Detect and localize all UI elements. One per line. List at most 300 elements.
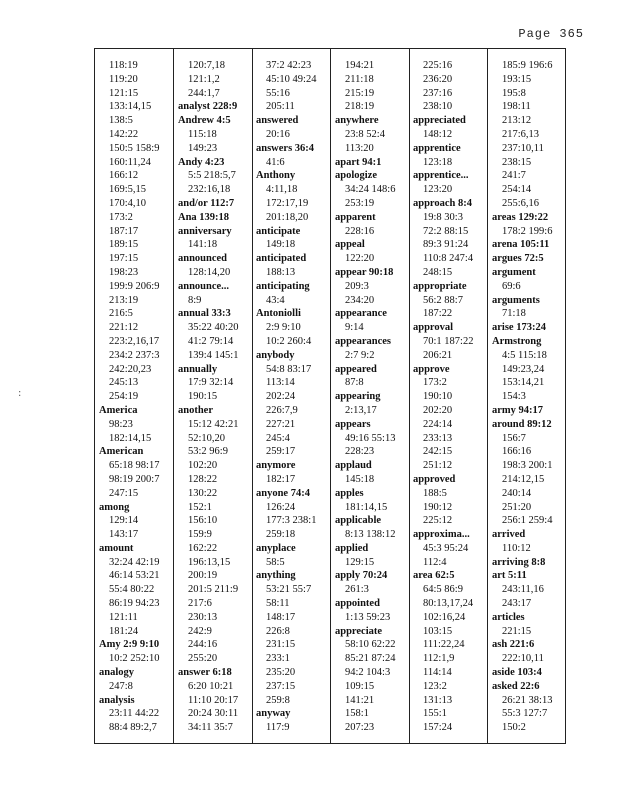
index-term: apart 94:1 (335, 156, 382, 168)
index-reference: 157:24 (423, 722, 453, 734)
index-term: approved (413, 473, 456, 485)
index-reference: 89:3 91:24 (423, 239, 469, 251)
index-reference: 120:7,18 (188, 60, 226, 71)
index-term: apprentice (413, 142, 461, 154)
index-reference: 240:14 (502, 487, 532, 499)
index-term: annually (178, 363, 218, 375)
index-reference: 177:3 238:1 (266, 515, 317, 527)
index-term: apprentice... (413, 170, 469, 182)
index-reference: 41:6 (266, 156, 285, 168)
index-reference: 228:23 (345, 446, 375, 458)
index-reference: 56:2 88:7 (423, 294, 463, 306)
index-term: among (99, 501, 130, 513)
index-reference: 45:3 95:24 (423, 542, 469, 554)
index-reference: 45:10 49:24 (266, 73, 317, 85)
index-term: anymore (256, 460, 296, 472)
index-term: approve (413, 363, 450, 375)
index-reference: 133:14,15 (109, 101, 152, 113)
index-reference: 201:5 211:9 (188, 584, 239, 596)
index-reference: 98:23 (109, 418, 133, 430)
index-reference: 6:20 10:21 (188, 680, 234, 692)
index-reference: 259:8 (266, 694, 290, 706)
index-reference: 188:13 (266, 266, 296, 278)
index-term: analogy (99, 667, 135, 679)
index-reference: 17:9 32:14 (188, 377, 234, 389)
index-reference: 187:22 (423, 308, 453, 320)
index-reference: 128:14,20 (188, 266, 231, 278)
index-reference: 150:2 (502, 722, 526, 734)
index-reference: 231:15 (266, 639, 296, 651)
index-reference: 236:20 (423, 73, 453, 85)
index-reference: 130:22 (188, 487, 218, 499)
index-term: arrived (492, 529, 526, 541)
index-term: analysis (99, 694, 135, 706)
index-reference: 10:2 252:10 (109, 653, 160, 665)
index-reference: 109:15 (345, 680, 375, 692)
index-term: analyst 228:9 (178, 101, 238, 113)
index-reference: 247:8 (109, 680, 133, 692)
index-term: asked 22:6 (492, 680, 540, 692)
index-reference: 215:19 (345, 87, 375, 99)
index-term: approval (413, 322, 454, 334)
index-reference: 222:10,11 (502, 653, 544, 665)
index-reference: 86:19 94:23 (109, 598, 160, 610)
index-reference: 217:6,13 (502, 128, 540, 140)
index-reference: 248:15 (423, 266, 453, 278)
index-reference: 211:18 (345, 73, 374, 85)
index-term: another (178, 404, 213, 416)
index-reference: 182:17 (266, 473, 296, 485)
index-reference: 241:7 (502, 170, 526, 182)
index-reference: 55:16 (266, 87, 290, 99)
index-reference: 112:4 (423, 556, 447, 568)
index-reference: 206:21 (423, 349, 453, 361)
index-reference: 247:15 (109, 487, 139, 499)
index-reference: 34:24 148:6 (345, 184, 396, 196)
index-reference: 223:2,16,17 (109, 335, 160, 347)
index-reference: 242:9 (188, 625, 212, 637)
index-reference: 201:18,20 (266, 211, 309, 223)
index-reference: 190:15 (188, 391, 218, 403)
index-reference: 259:18 (266, 529, 296, 541)
index-term: ash 221:6 (492, 639, 535, 651)
index-reference: 198:11 (502, 101, 531, 113)
index-reference: 139:4 145:1 (188, 349, 239, 361)
index-reference: 20:16 (266, 128, 290, 140)
index-reference: 69:6 (502, 280, 521, 292)
index-reference: 49:16 55:13 (345, 432, 396, 444)
index-reference: 190:10 (423, 391, 453, 403)
index-reference: 123:20 (423, 184, 453, 196)
index-term: apply 70:24 (335, 570, 388, 582)
index-reference: 4:11,18 (266, 184, 298, 196)
index-reference: 159:9 (188, 529, 212, 541)
index-reference: 195:8 (502, 87, 526, 99)
index-reference: 205:11 (266, 101, 295, 113)
index-term: appropriate (413, 280, 467, 292)
index-reference: 34:11 35:7 (188, 722, 233, 734)
index-reference: 129:14 (109, 515, 139, 527)
index-term: annual 33:3 (178, 308, 231, 320)
index-term: arena 105:11 (492, 239, 550, 251)
index-reference: 172:17,19 (266, 197, 309, 209)
index-reference: 226:7,9 (266, 404, 298, 416)
index-term: apologize (335, 170, 377, 182)
index-reference: 158:1 (345, 708, 369, 720)
index-reference: 121:1,2 (188, 73, 220, 85)
index-reference: 46:14 53:21 (109, 570, 160, 582)
index-term: applied (335, 542, 369, 554)
index-term: anywhere (335, 115, 379, 127)
index-reference: 200:19 (188, 570, 218, 582)
index-reference: 234:2 237:3 (109, 349, 160, 361)
index-reference: 5:5 218:5,7 (188, 170, 236, 182)
index-reference: 196:13,15 (188, 556, 231, 568)
index-reference: 232:16,18 (188, 184, 231, 196)
index-reference: 2:13,17 (345, 404, 377, 416)
index-reference: 166:12 (109, 170, 139, 182)
index-reference: 156:10 (188, 515, 218, 527)
index-reference: 26:21 38:13 (502, 694, 553, 706)
index-reference: 162:22 (188, 542, 218, 554)
index-reference: 2:9 9:10 (266, 322, 301, 334)
index-reference: 141:21 (345, 694, 375, 706)
index-reference: 199:9 206:9 (109, 280, 160, 292)
index-term: and/or 112:7 (178, 197, 235, 209)
index-reference: 233:13 (423, 432, 453, 444)
index-term: anyway (256, 708, 291, 720)
index-term: appeal (335, 239, 365, 251)
index-reference: 198:3 200:1 (502, 460, 553, 472)
index-term: argues 72:5 (492, 253, 544, 265)
index-reference: 119:20 (109, 73, 138, 85)
index-reference: 237:10,11 (502, 142, 544, 154)
index-reference: 70:1 187:22 (423, 335, 474, 347)
index-term: appear 90:18 (335, 266, 394, 278)
index-reference: 253:19 (345, 197, 375, 209)
index-term: applicable (335, 515, 382, 527)
index-term: answered (256, 115, 299, 127)
index-reference: 143:17 (109, 529, 139, 541)
index-term: approxima... (413, 529, 470, 541)
index-reference: 80:13,17,24 (423, 598, 474, 610)
index-term: announce... (178, 280, 230, 292)
index-reference: 213:12 (502, 115, 532, 127)
index-reference: 209:3 (345, 280, 369, 292)
index-term: argument (492, 266, 536, 278)
index-reference: 110:12 (502, 542, 531, 554)
index-term: approach 8:4 (413, 197, 473, 209)
index-reference: 58:10 62:22 (345, 639, 396, 651)
index-reference: 254:19 (109, 391, 139, 403)
index-reference: 225:12 (423, 515, 453, 527)
index-reference: 242:15 (423, 446, 453, 458)
index-reference: 202:24 (266, 391, 296, 403)
index-reference: 149:23,24 (502, 363, 545, 375)
index-reference: 123:18 (423, 156, 453, 168)
index-term: anniversary (178, 225, 232, 237)
index-reference: 149:23 (188, 142, 218, 154)
index-term: around 89:12 (492, 418, 552, 430)
index-column-5 (413, 59, 489, 735)
index-term: announced (178, 253, 228, 265)
index-reference: 155:1 (423, 708, 447, 720)
index-reference: 226:8 (266, 625, 290, 637)
index-reference: 23:8 52:4 (345, 128, 385, 140)
index-reference: 251:12 (423, 460, 453, 472)
index-reference: 23:11 44:22 (109, 708, 160, 720)
index-term: Ana 139:18 (178, 211, 230, 223)
index-term: apples (335, 487, 364, 499)
index-reference: 187:17 (109, 225, 139, 237)
index-term: appointed (335, 598, 380, 610)
index-term: appearing (335, 391, 381, 403)
index-reference: 65:18 98:17 (109, 460, 160, 472)
index-reference: 244:16 (188, 639, 218, 651)
index-reference: 237:16 (423, 87, 453, 99)
index-reference: 244:1,7 (188, 87, 220, 99)
index-reference: 53:2 96:9 (188, 446, 228, 458)
index-term: appreciated (413, 115, 466, 127)
index-frame (94, 48, 566, 744)
index-reference: 131:13 (423, 694, 453, 706)
index-reference: 194:21 (345, 60, 375, 71)
index-reference: 43:4 (266, 294, 285, 306)
index-reference: 37:2 42:23 (266, 60, 312, 71)
index-reference: 189:15 (109, 239, 139, 251)
index-term: America (99, 404, 138, 416)
index-reference: 138:5 (109, 115, 133, 127)
index-reference: 35:22 40:20 (188, 322, 239, 334)
index-reference: 9:14 (345, 322, 364, 334)
index-reference: 121:11 (109, 611, 138, 623)
index-reference: 224:14 (423, 418, 453, 430)
index-reference: 238:15 (502, 156, 532, 168)
index-reference: 111:22,24 (423, 639, 465, 651)
index-reference: 122:20 (345, 253, 375, 265)
index-reference: 213:19 (109, 294, 139, 306)
index-term: applaud (335, 460, 372, 472)
index-reference: 198:23 (109, 266, 139, 278)
index-reference: 188:5 (423, 487, 447, 499)
index-reference: 154:3 (502, 391, 526, 403)
index-reference: 102:20 (188, 460, 218, 472)
index-term: answer 6:18 (178, 667, 232, 679)
index-reference: 110:8 247:4 (423, 253, 474, 265)
index-term: arguments (492, 294, 540, 306)
index-term: aside 103:4 (492, 667, 542, 679)
index-reference: 58:11 (266, 598, 290, 610)
index-reference: 121:15 (109, 87, 139, 99)
index-column-1 (99, 59, 175, 735)
index-reference: 2:7 9:2 (345, 349, 375, 361)
index-reference: 19:8 30:3 (423, 211, 463, 223)
index-reference: 235:20 (266, 667, 296, 679)
index-reference: 55:4 80:22 (109, 584, 155, 596)
index-reference: 123:2 (423, 680, 447, 692)
index-reference: 218:19 (345, 101, 375, 113)
index-column-3 (256, 59, 332, 735)
index-term: anticipating (256, 280, 310, 292)
index-reference: 251:20 (502, 501, 532, 513)
index-column-4 (335, 59, 411, 735)
index-term: Antoniolli (256, 308, 301, 320)
index-reference: 85:21 87:24 (345, 653, 396, 665)
index-term: anticipated (256, 253, 307, 265)
index-reference: 8:9 (188, 294, 202, 306)
index-reference: 170:4,10 (109, 197, 147, 209)
index-reference: 190:12 (423, 501, 453, 513)
index-reference: 87:8 (345, 377, 364, 389)
index-reference: 207:23 (345, 722, 375, 734)
index-reference: 141:18 (188, 239, 218, 251)
index-reference: 1:13 59:23 (345, 611, 391, 623)
index-term: articles (492, 611, 525, 623)
index-reference: 255:6,16 (502, 197, 540, 209)
index-reference: 181:24 (109, 625, 139, 637)
index-term: art 5:11 (492, 570, 527, 582)
index-reference: 145:18 (345, 473, 375, 485)
index-reference: 166:16 (502, 446, 532, 458)
index-term: appreciate (335, 625, 383, 637)
index-reference: 142:22 (109, 128, 139, 140)
index-reference: 225:16 (423, 60, 453, 71)
index-reference: 72:2 88:15 (423, 225, 469, 237)
index-reference: 55:3 127:7 (502, 708, 548, 720)
index-reference: 52:10,20 (188, 432, 226, 444)
index-reference: 173:2 (423, 377, 447, 389)
index-term: anybody (256, 349, 295, 361)
index-reference: 245:4 (266, 432, 290, 444)
index-reference: 256:1 259:4 (502, 515, 553, 527)
index-reference: 152:1 (188, 501, 212, 513)
index-reference: 160:11,24 (109, 156, 151, 168)
index-reference: 202:20 (423, 404, 453, 416)
index-reference: 114:14 (423, 667, 452, 679)
index-reference: 113:14 (266, 377, 295, 389)
index-reference: 221:15 (502, 625, 532, 637)
index-reference: 8:13 138:12 (345, 529, 396, 541)
index-term: area 62:5 (413, 570, 455, 582)
index-reference: 64:5 86:9 (423, 584, 463, 596)
index-reference: 197:15 (109, 253, 139, 265)
index-reference: 94:2 104:3 (345, 667, 391, 679)
index-reference: 254:14 (502, 184, 532, 196)
index-reference: 242:20,23 (109, 363, 152, 375)
index-reference: 112:1,9 (423, 653, 455, 665)
index-reference: 10:2 260:4 (266, 335, 312, 347)
index-term: areas 129:22 (492, 211, 549, 223)
index-reference: 193:15 (502, 73, 532, 85)
index-reference: 53:21 55:7 (266, 584, 312, 596)
index-reference: 41:2 79:14 (188, 335, 234, 347)
index-term: Armstrong (492, 335, 542, 347)
index-term: appearances (335, 335, 391, 347)
index-reference: 181:14,15 (345, 501, 388, 513)
index-reference: 71:18 (502, 308, 526, 320)
index-reference: 243:11,16 (502, 584, 544, 596)
index-reference: 149:18 (266, 239, 296, 251)
index-reference: 227:21 (266, 418, 296, 430)
index-column-2 (178, 59, 254, 735)
index-reference: 58:5 (266, 556, 285, 568)
index-reference: 11:10 20:17 (188, 694, 239, 706)
index-reference: 128:22 (188, 473, 218, 485)
index-reference: 245:13 (109, 377, 139, 389)
index-reference: 261:3 (345, 584, 369, 596)
index-term: Amy 2:9 9:10 (99, 639, 160, 651)
index-reference: 156:7 (502, 432, 526, 444)
index-reference: 98:19 200:7 (109, 473, 160, 485)
index-term: anticipate (256, 225, 301, 237)
index-reference: 118:19 (109, 60, 138, 71)
index-reference: 185:9 196:6 (502, 60, 553, 71)
index-term: anyplace (256, 542, 296, 554)
index-reference: 32:24 42:19 (109, 556, 160, 568)
index-term: army 94:17 (492, 404, 544, 416)
index-reference: 148:17 (266, 611, 296, 623)
index-reference: 182:14,15 (109, 432, 152, 444)
index-term: answers 36:4 (256, 142, 315, 154)
index-reference: 88:4 89:2,7 (109, 722, 157, 734)
index-reference: 20:24 30:11 (188, 708, 239, 720)
index-term: anything (256, 570, 296, 582)
index-term: American (99, 446, 144, 458)
index-reference: 54:8 83:17 (266, 363, 312, 375)
index-reference: 217:6 (188, 598, 212, 610)
index-reference: 216:5 (109, 308, 133, 320)
index-reference: 234:20 (345, 294, 375, 306)
index-reference: 214:12,15 (502, 473, 545, 485)
index-reference: 238:10 (423, 101, 453, 113)
index-reference: 4:5 115:18 (502, 349, 547, 361)
index-reference: 169:5,15 (109, 184, 147, 196)
index-reference: 221:12 (109, 322, 139, 334)
index-term: arriving 8:8 (492, 556, 546, 568)
index-term: appeared (335, 363, 377, 375)
index-term: Andrew 4:5 (178, 115, 231, 127)
index-reference: 228:16 (345, 225, 375, 237)
index-reference: 129:15 (345, 556, 375, 568)
index-reference: 113:20 (345, 142, 374, 154)
index-term: Anthony (256, 170, 296, 182)
index-reference: 115:18 (188, 128, 217, 140)
index-term: appears (335, 418, 371, 430)
index-reference: 102:16,24 (423, 611, 466, 623)
index-reference: 117:9 (266, 722, 290, 734)
index-term: apparent (335, 211, 376, 223)
index-reference: 126:24 (266, 501, 296, 513)
index-reference: 173:2 (109, 211, 133, 223)
index-term: amount (99, 542, 134, 554)
index-term: appearance (335, 308, 387, 320)
index-reference: 259:17 (266, 446, 296, 458)
index-term: anyone 74:4 (256, 487, 310, 499)
index-term: arise 173:24 (492, 322, 546, 334)
page-number: Page 365 (518, 27, 584, 41)
index-reference: 243:17 (502, 598, 532, 610)
index-reference: 237:15 (266, 680, 296, 692)
index-reference: 15:12 42:21 (188, 418, 239, 430)
index-reference: 178:2 199:6 (502, 225, 553, 237)
index-reference: 103:15 (423, 625, 453, 637)
index-column-6 (492, 59, 568, 735)
index-reference: 148:12 (423, 128, 453, 140)
index-reference: 233:1 (266, 653, 290, 665)
index-reference: 150:5 158:9 (109, 142, 160, 154)
index-reference: 255:20 (188, 653, 218, 665)
margin-mark: : (18, 388, 22, 399)
